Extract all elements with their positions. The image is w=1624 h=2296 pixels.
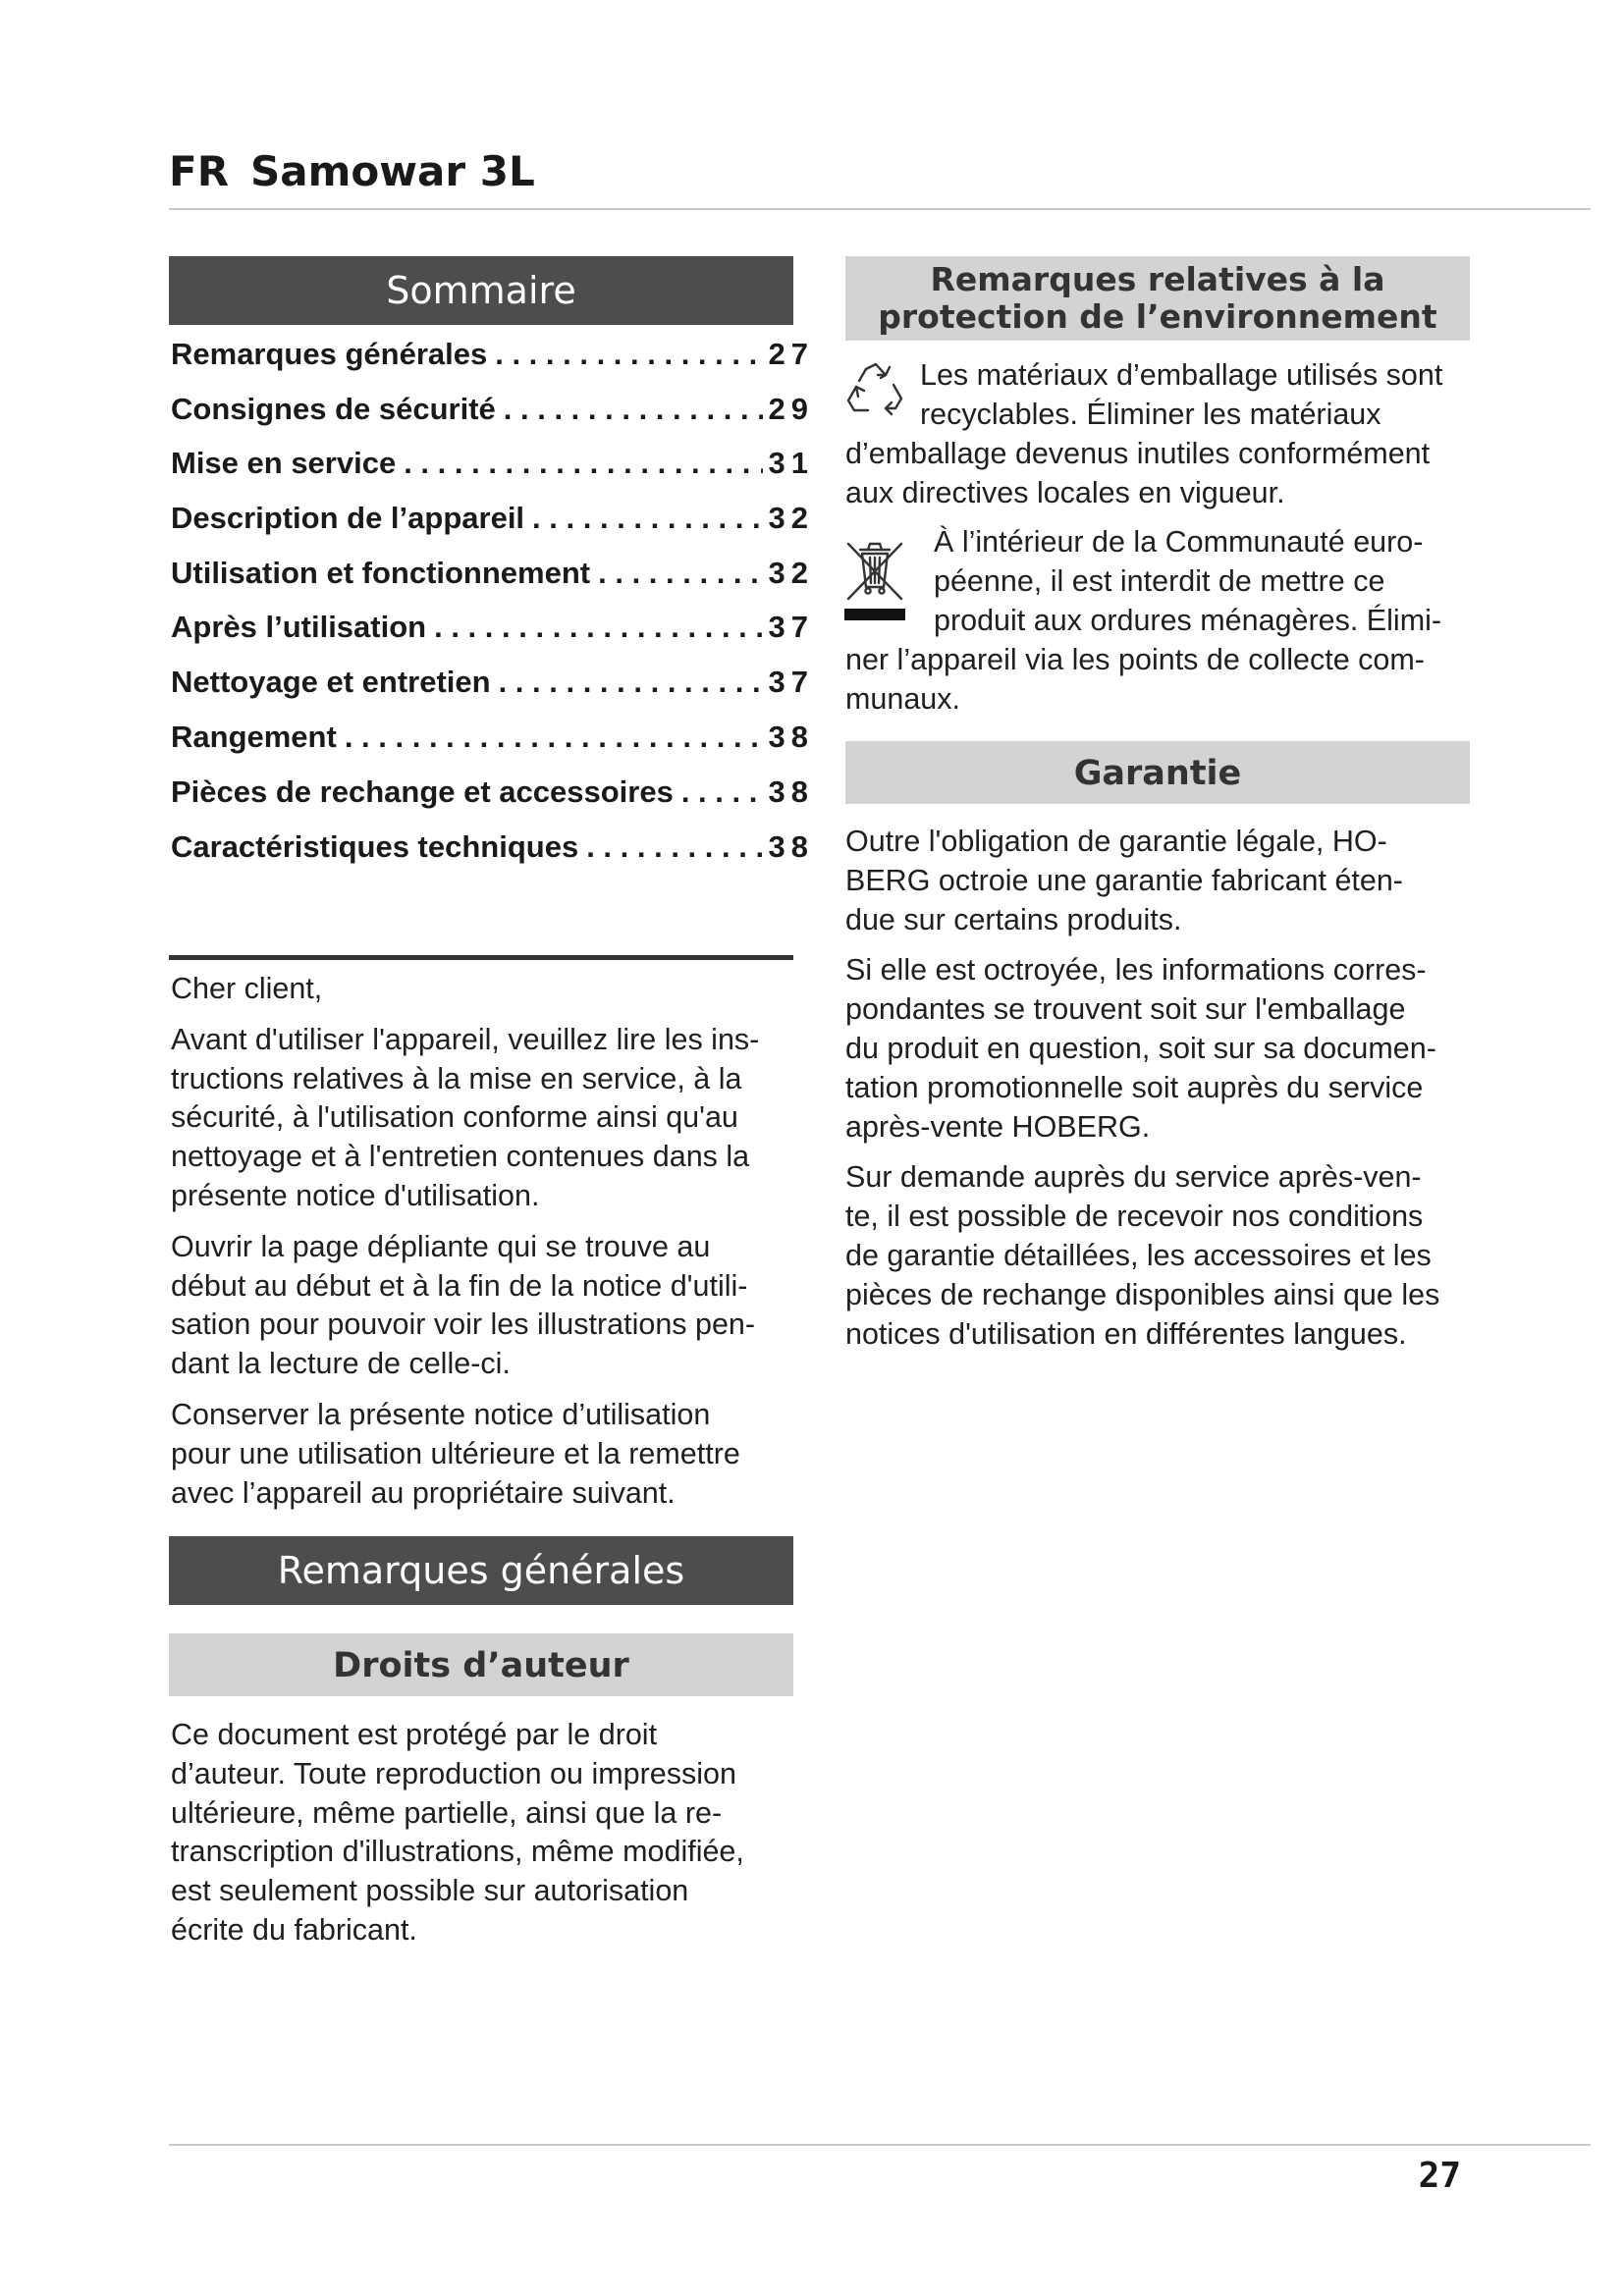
section-divider	[169, 955, 793, 960]
weee-text-rest: ner l’appareil via les points de collecte com- munaux.	[845, 643, 1425, 716]
toc-leader	[495, 337, 762, 372]
recycle-text-rest: d’emballage devenus inutiles conformément aux directives locales en vigueur.	[845, 437, 1431, 509]
environment-bar	[845, 256, 1470, 341]
toc-item-label: Nettoyage et entretien	[171, 665, 491, 699]
toc-leader	[681, 774, 763, 810]
toc-heading-bar	[169, 256, 793, 325]
toc-item[interactable]	[171, 446, 814, 485]
toc-leader	[532, 501, 762, 536]
copyright-text: Ce document est protégé par le droit d’auteur. Toute reproduction ou impression ultérieure, même partielle, ainsi que la re- transcription d'illustrations, même modifiée, est seulement possible sur autorisation écrite du fabricant.	[171, 1718, 744, 1947]
toc-item-label: Remarques générales	[171, 337, 488, 371]
toc-item-page: 29	[768, 392, 814, 426]
toc-item-page: 38	[768, 774, 814, 809]
product-title: Samowar 3L	[250, 147, 535, 195]
toc-item-label: Après l’utilisation	[171, 610, 427, 644]
toc-leader	[586, 829, 762, 865]
weee-text-first: À l’intérieur de la Communauté euro- péenne, il est interdit de mettre ce produit aux ordures ménagères. Élimi-	[934, 525, 1442, 637]
toc-leader	[598, 556, 762, 591]
warranty-text	[845, 823, 1474, 1354]
toc-leader	[404, 446, 762, 481]
toc-leader	[434, 610, 762, 645]
language-code: FR	[169, 147, 230, 195]
toc-item[interactable]	[171, 829, 814, 869]
page-number: 27	[1418, 2156, 1461, 2196]
toc-item-page: 31	[768, 446, 814, 480]
header-rule	[169, 208, 1591, 210]
greeting: Cher client,	[171, 972, 323, 1005]
recycle-icon	[844, 361, 911, 420]
footer-rule	[169, 2144, 1591, 2146]
intro-paragraph: Conserver la présente notice d’utilisation pour une utilisation ultérieure et la remettre avec l’appareil au propriétaire suivant.	[171, 1397, 740, 1510]
copyright-heading: Droits d’auteur	[333, 1646, 629, 1685]
intro-paragraph: Avant d'utiliser l'appareil, veuillez lire les ins- tructions relatives à la mise en service, à la sécurité, à l'utilisation conforme ainsi qu'au nettoyage et à l'entretien contenues dans la présente notice d'utilisation.	[171, 1022, 760, 1212]
warranty-paragraph: Outre l'obligation de garantie légale, HO- BERG octroie une garantie fabricant éten- due sur certains produits.	[845, 825, 1403, 936]
warranty-paragraph: Si elle est octroyée, les informations corres- pondantes se trouvent soit sur l'emballage du produit en question, soit sur sa documen- tation promotionnelle soit auprès du service après-vente HOBERG.	[845, 953, 1436, 1144]
crossed-bin-icon	[840, 530, 909, 624]
toc-leader	[345, 720, 763, 755]
warranty-heading: Garantie	[1073, 754, 1242, 793]
toc-item-page: 32	[768, 556, 814, 590]
toc-item-page: 38	[768, 720, 814, 754]
toc-item[interactable]	[171, 720, 814, 759]
recycle-text-first: Les matériaux d’emballage utilisés sont recyclables. Éliminer les matériaux	[920, 358, 1443, 431]
toc-item[interactable]	[171, 501, 814, 540]
toc-leader	[504, 392, 763, 427]
toc-item-page: 37	[768, 610, 814, 644]
general-remarks-bar	[169, 1536, 793, 1605]
intro-paragraph: Ouvrir la page dépliante qui se trouve au début au début et à la fin de la notice d'utili- sation pour pouvoir voir les illustrations pen- dant la lecture de celle-ci.	[171, 1229, 756, 1381]
toc-item[interactable]	[171, 337, 814, 376]
toc-item-label: Caractéristiques techniques	[171, 829, 579, 864]
toc-item-page: 27	[768, 337, 814, 371]
toc-item-page: 37	[768, 665, 814, 699]
toc-item[interactable]	[171, 556, 814, 595]
copyright-bar	[169, 1633, 793, 1696]
toc-item-label: Utilisation et fonctionnement	[171, 556, 591, 590]
warranty-bar	[845, 741, 1470, 804]
toc-item-label: Pièces de rechange et accessoires	[171, 774, 674, 809]
toc-heading: Sommaire	[386, 269, 576, 312]
toc-leader	[499, 665, 763, 700]
general-remarks-heading: Remarques générales	[277, 1549, 685, 1592]
environment-heading-line: protection de l’environnement	[878, 297, 1437, 336]
toc-item[interactable]	[171, 392, 814, 431]
toc-item[interactable]	[171, 610, 814, 649]
warranty-paragraph: Sur demande auprès du service après-ven- te, il est possible de recevoir nos conditions de garantie détaillées, les accessoires et les pièces de rechange disponibles ainsi que les notices d'utilisation en différentes langues.	[845, 1160, 1440, 1351]
page-header-title	[169, 147, 535, 195]
toc-item[interactable]	[171, 665, 814, 704]
intro-text	[171, 970, 799, 1513]
toc-item-page: 38	[768, 829, 814, 864]
toc-item-label: Description de l’appareil	[171, 501, 525, 535]
toc-item-label: Rangement	[171, 720, 337, 754]
toc-item-label: Mise en service	[171, 446, 397, 480]
toc-item[interactable]	[171, 774, 814, 814]
environment-heading-line: Remarques relatives à la	[930, 260, 1385, 298]
toc-item-label: Consignes de sécurité	[171, 392, 496, 426]
toc-item-page: 32	[768, 501, 814, 535]
